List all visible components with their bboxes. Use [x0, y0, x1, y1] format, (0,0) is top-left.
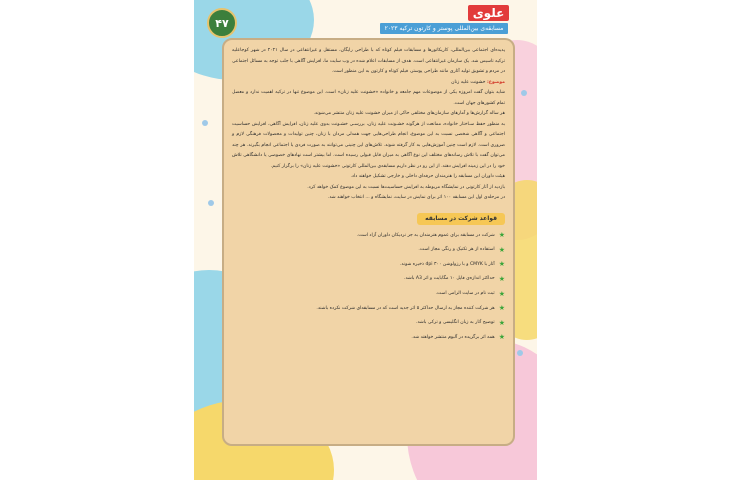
rule-text: آثار با CMYK و با رزولوشن ۳۰۰ dpi ذخیره شوند.	[399, 261, 495, 267]
star-icon: ★	[498, 231, 505, 240]
rule-text: استفاده از هر تکنیک و رنگی مجاز است.	[418, 247, 495, 253]
brand-logo: علوی	[468, 5, 509, 21]
star-icon: ★	[498, 333, 505, 342]
rule-item	[232, 301, 505, 316]
decor-dot	[208, 200, 214, 206]
page-number-badge: ۴۷	[207, 8, 237, 38]
rule-item	[232, 331, 505, 346]
article-title-banner: مسابقه‌ی بین‌المللی پوستر و کارتون ترکیه ۲۰۲۳	[380, 23, 508, 34]
rule-item	[232, 272, 505, 287]
body-paragraph: شاید بتوان گفت امروزه یکی از موضوعات مهم جامعه و خانواده «خشونت علیه زنان» است. این موضوع تنها در ترکیه اهمیت ندارد و معضل تمام کشورهای جهان است.	[232, 90, 505, 106]
rule-item	[232, 316, 505, 331]
topic-value: خشونت علیه زنان	[451, 79, 486, 85]
body-paragraph: هر ساله گزارش‌ها و آمارهای سازمان‌های مختلفی حاکی از میزان خشونت علیه زنان منتشر می‌شوند.	[313, 111, 505, 116]
star-icon: ★	[498, 245, 505, 254]
decor-dot	[202, 120, 208, 126]
star-icon: ★	[498, 318, 505, 327]
rule-text: ثبت نام در سایت الزامی است.	[435, 290, 495, 296]
decor-dot	[517, 350, 523, 356]
rules-heading: قواعد شرکت در مسابقه	[417, 213, 505, 225]
topic-line	[232, 78, 505, 89]
rule-item	[232, 229, 505, 244]
rules-list	[232, 229, 505, 346]
rule-item	[232, 258, 505, 273]
rule-text: توضیح آثار به زبان انگلیسی و ترکی باشد.	[416, 320, 495, 326]
decor-dot	[521, 90, 527, 96]
article-box	[222, 38, 515, 446]
body-paragraph: هیئت داوران این مسابقه را هنرمندان حرفه‌ای داخلی و خارجی تشکیل خواهند داد.	[350, 174, 505, 179]
rule-text: حداکثر اندازه‌ی فایل ۱۰ مگابایت و اثر A3 باشد.	[403, 276, 495, 282]
body-paragraph: در مرحله‌ی اول این مسابقه ۱۰۰ اثر برای نمایش در سایت، نمایشگاه و ... انتخاب خواهند شد.	[327, 195, 505, 200]
rule-text: همه اثر برگزیده در آلبوم منتشر خواهند شد.	[411, 334, 495, 340]
rule-item	[232, 243, 505, 258]
topic-label: موضوع:	[486, 79, 505, 85]
star-icon: ★	[498, 275, 505, 284]
star-icon: ★	[498, 260, 505, 269]
star-icon: ★	[498, 304, 505, 313]
body-paragraph: بازدید از آثار کارتونی در نمایشگاه مربوطه به افزایش حساسیت‌ها نسبت به این موضوع کمک خواهد کرد.	[307, 184, 505, 190]
intro-paragraph: پدیده‌ای اجتماعی بین‌المللی، کاریکاتورها و مسابقات فیلم کوتاه که با طراحی رایگان، مستقل و غیرانتفاعی در سال ۲۰۲۱ در شهر کوجاعلیه ترکیه تاسیس شد. یک سازمان غیرانتفاعی است. هدف از مسابقات اعلام شده در وب سایت ما، افزایش آگاهی با جلب توجه به مسائل اجتماعی در مردم و تشویق تولید آثاری مانند طراحی پوستر، فیلم کوتاه و کارتون به این منظور است.	[232, 48, 505, 74]
rule-item	[232, 287, 505, 302]
body-paragraph: به منظور حفظ سـاختار خانواده، ممانعت از هرگونه خشـونت علیه زنان، بررسـی خشـونت بدوی علیه زنان، افزایش آگاهی، افزایش حساسیت اجتماعی و آگاهی شخصی نسبت به این موضوع، انجام طراحی‌هایی جهت همدلی مردان با زنان، چنین تولیدات و محصولات فرهنگی لازم و ضروری است. لازم است چنین آموزش‌هایی به کار گرفته شوند. تلاش‌های این چنینی می‌توانند به صورت فردی یا اجتماعی انجام بگیرند. هر چند می‌توان گفت با تلاش رسانه‌های مختلف این نوع آگاهی به میزان قابل قبولی رسیده است. اما بیشتر است نهادهای خصوصی یا دانشگاهی تلاش خود را در این زمینه افزایش دهند. از این رو در نظر داریم مسابقه‌ی بین‌المللی کارتونی «خشونت علیه زنان» را برگزار کنیم.	[232, 121, 505, 169]
rule-text: هر شرکت کننده مجاز به ارسال حداکثر ۵ اثر جدید است که در مسابقه‌ای شرکت نکرده باشند.	[316, 305, 495, 311]
rule-text: شرکت در مسابقه برای عموم هنرمندان به جز نزدیکان داوران آزاد است.	[356, 232, 495, 238]
star-icon: ★	[498, 289, 505, 298]
